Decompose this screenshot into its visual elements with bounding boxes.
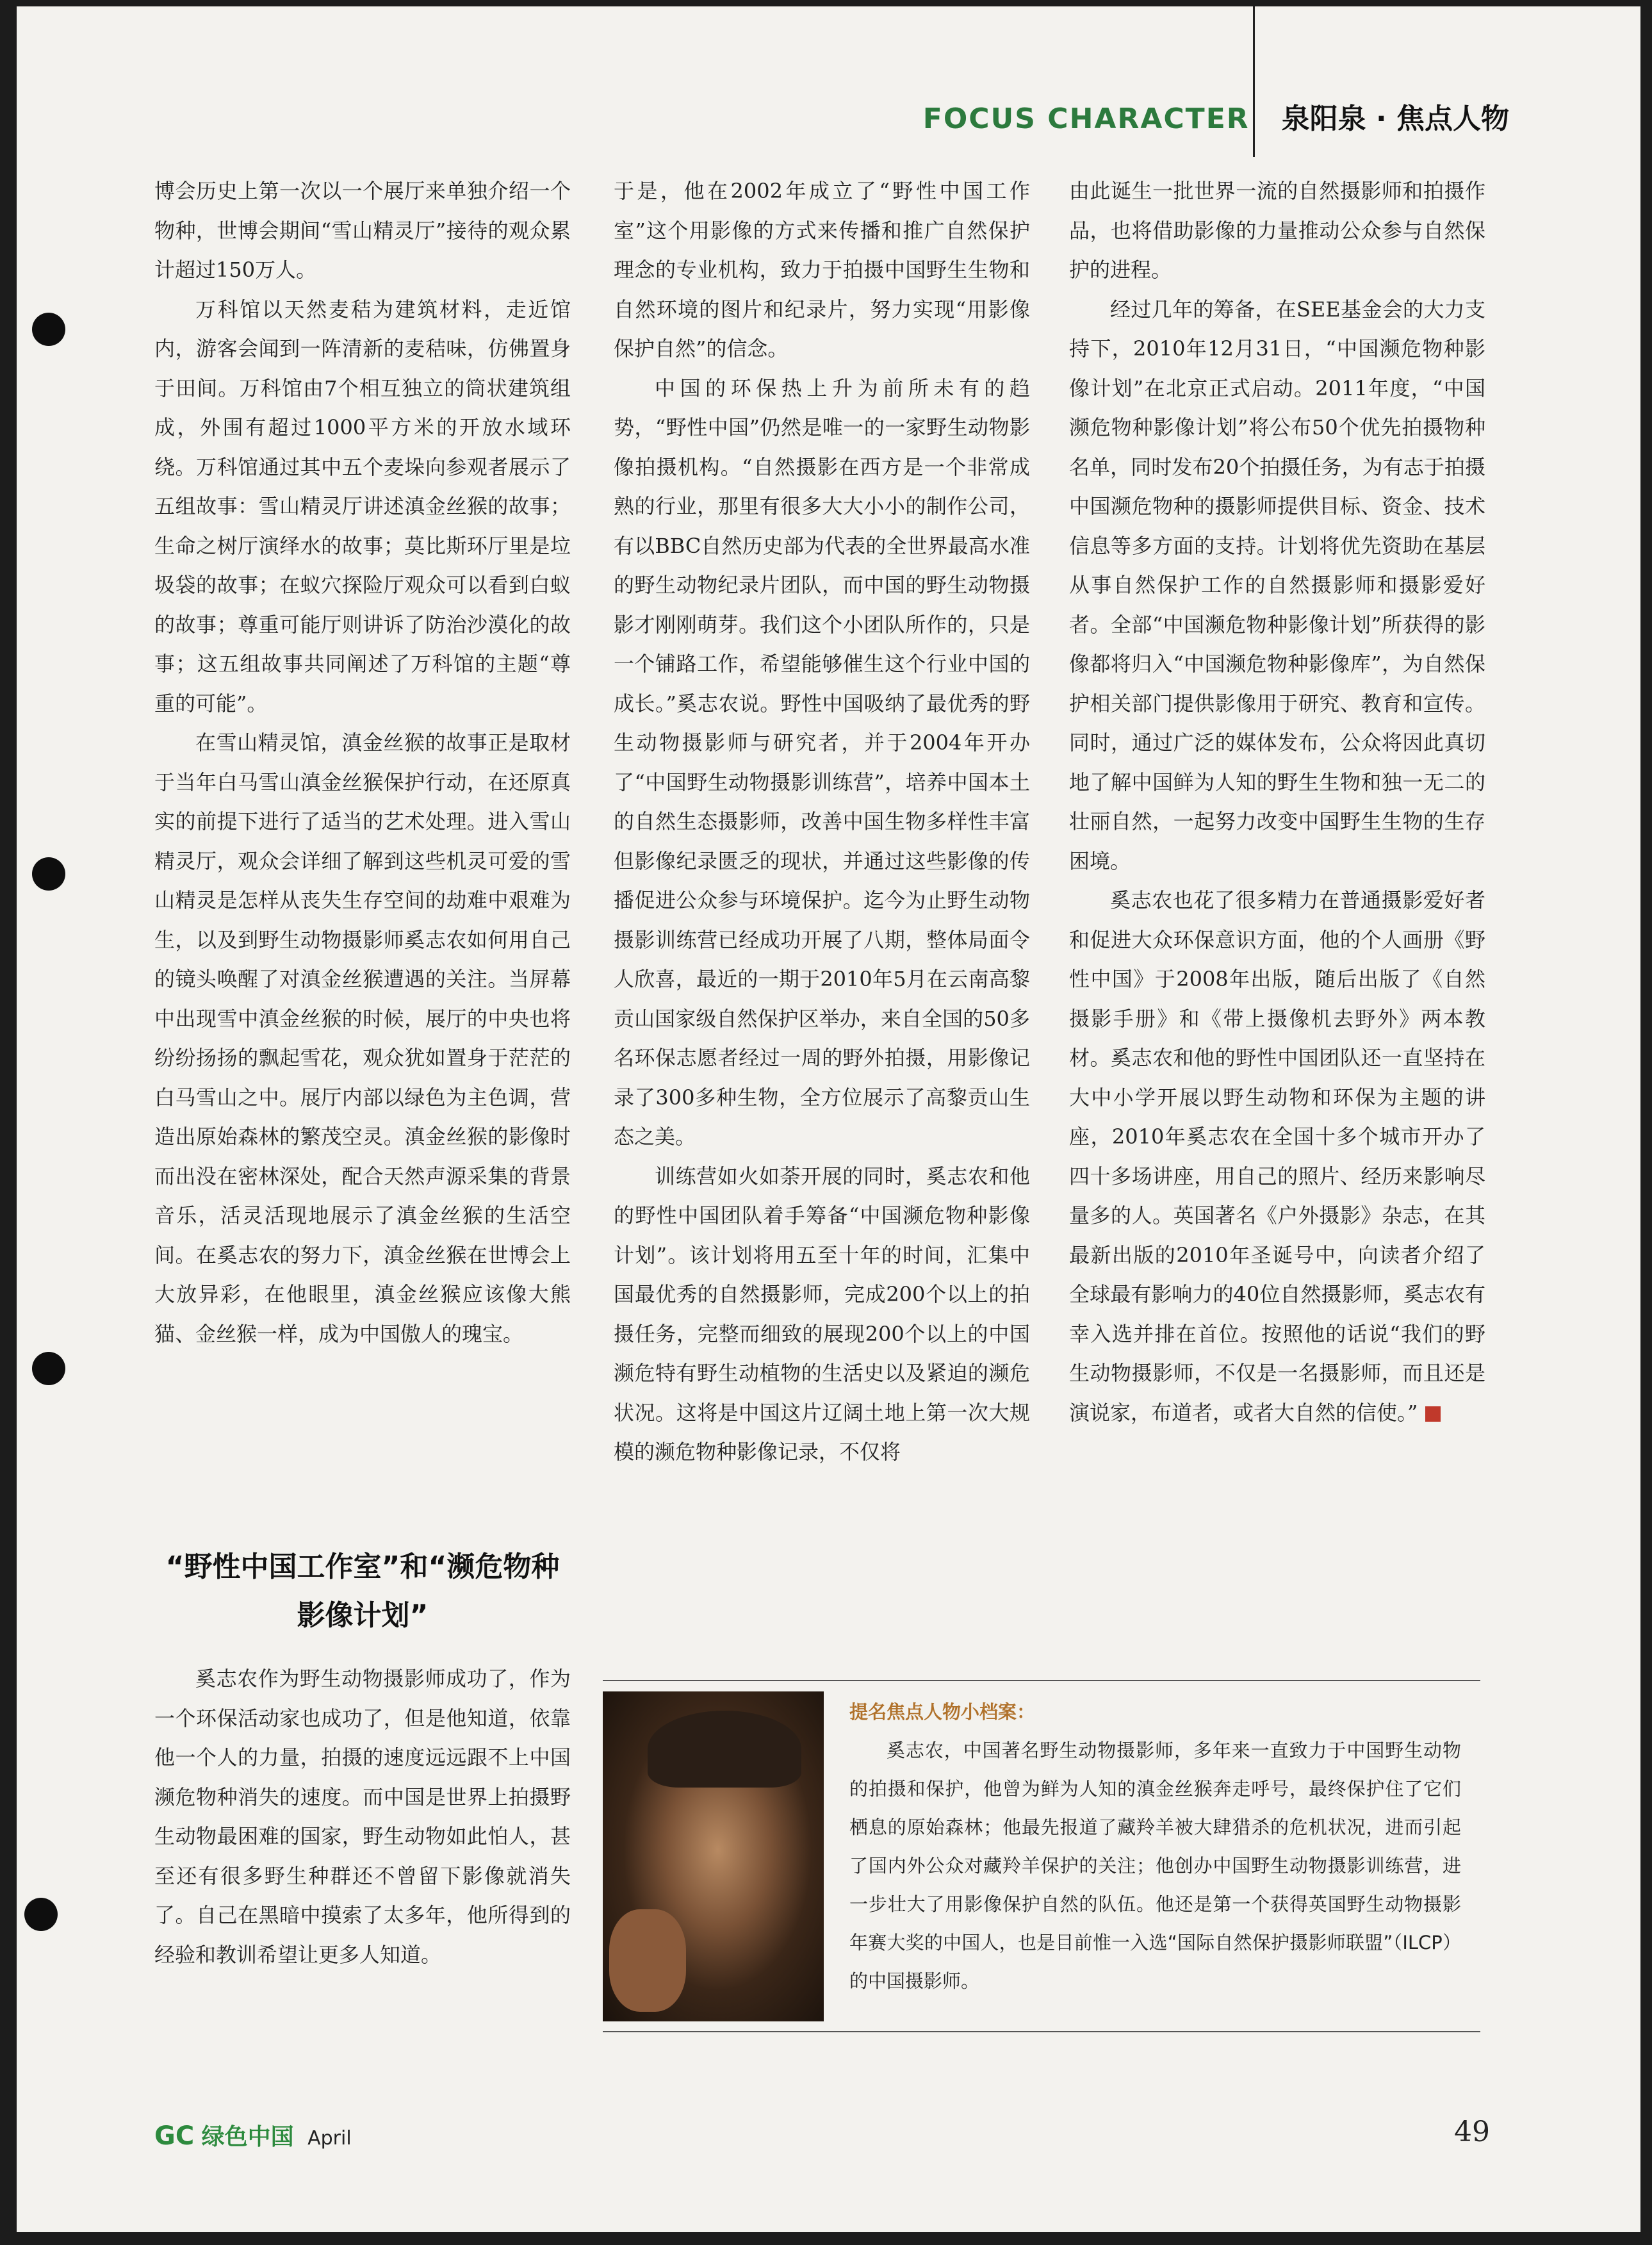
binder-hole — [32, 857, 65, 891]
paragraph: 博会历史上第一次以一个展厅来单独介绍一个物种，世博会期间“雪山精灵厅”接待的观众累计超过150万人。 — [154, 179, 571, 282]
section-header — [837, 101, 1509, 137]
section-title-en: FOCUS CHARACTER — [922, 103, 1250, 135]
profile-bottom-rule — [603, 2031, 1480, 2032]
article-column-2 — [614, 172, 1030, 1472]
article-column-1 — [154, 172, 571, 1354]
footer-brand — [154, 2121, 352, 2154]
paragraph: 于是，他在2002年成立了“野性中国工作室”这个用影像的方式来传播和推广自然保护理念的专业机构，致力于拍摄中国野生生物和自然环境的图片和纪录片，努力实现“用影像保护自然”的信念。 — [614, 179, 1030, 361]
magazine-name: 绿色中国 — [201, 2124, 294, 2150]
end-mark-icon — [1425, 1406, 1441, 1422]
binder-hole — [24, 1898, 58, 1931]
paragraph: 奚志农作为野生动物摄影师成功了，作为一个环保活动家也成功了，但是他知道，依靠他一个人的力量，拍摄的速度远远跟不上中国濒危物种消失的速度。而中国是世界上拍摄野生动物最困难的国家，野生动物如此怕人，甚至还有很多野生种群还不曾留下影像就消失了。自己在黑暗中摸索了太多年，他所得到的经验和教训希望让更多人知道。 — [154, 1666, 571, 1967]
paragraph: 在雪山精灵馆，滇金丝猴的故事正是取材于当年白马雪山滇金丝猴保护行动，在还原真实的前提下进行了适当的艺术处理。进入雪山精灵厅，观众会详细了解到这些机灵可爱的雪山精灵是怎样从丧失生存空间的劫难中艰难为生，以及到野生动物摄影师奚志农如何用自己的镜头唤醒了对滇金丝猴遭遇的关注。当屏幕中出现雪中滇金丝猴的时候，展厅的中央也将纷纷扬扬的飘起雪花，观众犹如置身于茫茫的白马雪山之中。展厅内部以绿色为主色调，营造出原始森林的繁茂空灵。滇金丝猴的影像时而出没在密林深处，配合天然声源采集的背景音乐，活灵活现地展示了滇金丝猴的生活空间。在奚志农的努力下，滇金丝猴在世博会上大放异彩，在他眼里，滇金丝猴应该像大熊猫、金丝猴一样，成为中国傲人的瑰宝。 — [154, 730, 571, 1346]
paragraph: 经过几年的筹备，在SEE基金会的大力支持下，2010年12月31日，“中国濒危物种影像计划”在北京正式启动。2011年度，“中国濒危物种影像计划”将公布50个优先拍摄物种名单，同时发布20个拍摄任务，为有志于拍摄中国濒危物种的摄影师提供目标、资金、技术信息等多方面的支持。计划将优先资助在基层从事自然保护工作的自然摄影师和摄影爱好者。全部“中国濒危物种影像计划”所获得的影像都将归入“中国濒危物种影像库”，为自然保护相关部门提供影像用于研究、教育和宣传。同时，通过广泛的媒体发布，公众将因此真切地了解中国鲜为人知的野生生物和独一无二的壮丽自然，一起努力改变中国野生生物的生存困境。 — [1069, 297, 1485, 873]
article-column-1-continued — [154, 1659, 571, 1975]
hat-shape — [648, 1711, 801, 1788]
paragraph: 中国的环保热上升为前所未有的趋势，“野性中国”仍然是唯一的一家野生动物影像拍摄机构。“自然摄影在西方是一个非常成熟的行业，那里有很多大大小小的制作公司，有以BBC自然历史部为代表的全世界最高水准的野生动物纪录片团队，而中国的野生动物摄影才刚刚萌芽。我们这个小团队所作的，只是一个铺路工作，希望能够催生这个行业中国的成长。”奚志农说。野性中国吸纳了最优秀的野生动物摄影师与研究者，并于2004年开办了“中国野生动物摄影训练营”，培养中国本土的自然生态摄影师，改善中国生物多样性丰富但影像纪录匮乏的现状，并通过这些影像的传播促进公众参与环境保护。迄今为止野生动物摄影训练营已经成功开展了八期，整体局面令人欣喜，最近的一期于2010年5月在云南高黎贡山国家级自然保护区举办，来自全国的50多名环保志愿者经过一周的野外拍摄，用影像记录了300多种生物，全方位展示了高黎贡山生态之美。 — [614, 375, 1030, 1149]
portrait-photo — [603, 1691, 824, 2021]
issue-month: April — [307, 2127, 352, 2150]
profile-title: 提名焦点人物小档案： — [849, 1701, 1036, 1723]
section-heading: “野性中国工作室”和“濒危物种影像计划” — [165, 1550, 560, 1632]
section-title-zh: 泉阳泉 · 焦点人物 — [1281, 103, 1509, 135]
paragraph: 由此诞生一批世界一流的自然摄影师和拍摄作品，也将借助影像的力量推动公众参与自然保护的进程。 — [1069, 179, 1485, 282]
paragraph: 万科馆以天然麦秸为建筑材料，走近馆内，游客会闻到一阵清新的麦秸味，仿佛置身于田间。万科馆由7个相互独立的筒状建筑组成，外围有超过1000平方米的开放水域环绕。万科馆通过其中五个麦垛向参观者展示了五组故事：雪山精灵厅讲述滇金丝猴的故事；生命之树厅演绎水的故事；莫比斯环厅里是垃圾袋的故事；在蚁穴探险厅观众可以看到白蚁的故事；尊重可能厅则讲诉了防治沙漠化的故事；这五组故事共同阐述了万科馆的主题“尊重的可能”。 — [154, 297, 571, 716]
page-number: 49 — [1454, 2116, 1490, 2148]
magazine-logo: GC — [154, 2121, 195, 2151]
profile-top-rule — [603, 1680, 1480, 1681]
magazine-page — [17, 6, 1640, 2232]
profile-text: 奚志农，中国著名野生动物摄影师，多年来一直致力于中国野生动物的拍摄和保护，他曾为鲜为人知的滇金丝猴奔走呼号，最终保护住了它们栖息的原始森林；他最先报道了藏羚羊被大肆猎杀的危机状况，进而引起了国内外公众对藏羚羊保护的关注；他创办中国野生动物摄影训练营，进一步壮大了用影像保护自然的队伍。他还是第一个获得英国野生动物摄影年赛大奖的中国人，也是目前惟一入选“国际自然保护摄影师联盟”（ILCP）的中国摄影师。 — [849, 1739, 1461, 1992]
paragraph — [1069, 881, 1485, 1433]
profile-box — [849, 1693, 1461, 2000]
hand-shape — [609, 1909, 686, 2012]
article-column-3 — [1069, 172, 1485, 1433]
paragraph: 训练营如火如荼开展的同时，奚志农和他的野性中国团队着手筹备“中国濒危物种影像计划”。该计划将用五至十年的时间，汇集中国最优秀的自然摄影师，完成200个以上的拍摄任务，完整而细致的展现200个以上的中国濒危特有野生动植物的生活史以及紧迫的濒危状况。这将是中国这片辽阔土地上第一次大规模的濒危物种影像记录，不仅将 — [614, 1164, 1030, 1464]
binder-hole — [32, 313, 65, 346]
paragraph-text: 奚志农也花了很多精力在普通摄影爱好者和促进大众环保意识方面，他的个人画册《野性中国》于2008年出版，随后出版了《自然摄影手册》和《带上摄像机去野外》两本教材。奚志农和他的野性中国团队还一直坚持在大中小学开展以野生动物和环保为主题的讲座，2010年奚志农在全国十多个城市开办了四十多场讲座，用自己的照片、经历来影响尽量多的人。英国著名《户外摄影》杂志，在其最新出版的2010年圣诞号中，向读者介绍了全球最有影响力的40位自然摄影师，奚志农有幸入选并排在首位。按照他的话说“我们的野生动物摄影师，不仅是一名摄影师，而且还是演说家，布道者，或者大自然的信使。” — [1069, 888, 1485, 1425]
binder-hole — [32, 1352, 65, 1385]
